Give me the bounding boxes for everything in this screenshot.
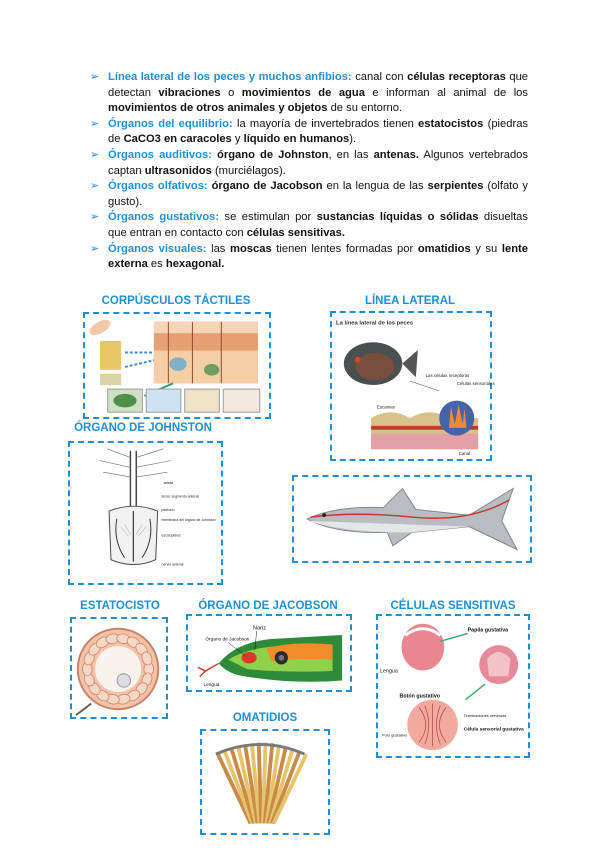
- bullet-term: Órganos gustativos:: [108, 211, 220, 224]
- bullet-keyword: moscas: [230, 242, 272, 255]
- figure-title-estatocisto: ESTATOCISTO: [80, 600, 160, 612]
- bullet-text: o: [220, 86, 242, 99]
- bullet-text: ).: [349, 133, 357, 146]
- bullet-text: que detectan: [108, 71, 529, 99]
- bullet-keyword: omatidios: [417, 242, 471, 255]
- figure-organo-jacobson: [186, 614, 352, 692]
- svg-text:membrana del órgano de Johnsto: membrana del órgano de Johnston: [161, 517, 216, 522]
- bullet-text: Algunos vertebrados captan: [108, 148, 528, 177]
- shark-illustration: [294, 477, 530, 561]
- svg-text:tercer segmento antenal: tercer segmento antenal: [161, 494, 200, 499]
- ommatidia-diagram: [202, 731, 328, 833]
- svg-text:Células sensoriales: Células sensoriales: [456, 381, 495, 387]
- figure-estatocisto: [70, 617, 168, 719]
- svg-text:arista: arista: [163, 479, 173, 485]
- figure-corpusculos-tactiles: [83, 312, 271, 419]
- bullet-text: (olfato y gusto).: [108, 180, 529, 208]
- bullet-text: (murciélagos).: [211, 164, 286, 177]
- lateral-line-diagram: [332, 313, 495, 459]
- figure-title-omatidios: OMATIDIOS: [232, 712, 298, 724]
- figure-organo-johnston: [68, 441, 223, 585]
- figure-celulas-sensitivas: [376, 614, 530, 758]
- bullet-list: [82, 70, 528, 273]
- bullet-keyword: líquido en humanos: [243, 133, 350, 146]
- bullet-text: es: [147, 258, 166, 271]
- svg-text:Botón gustativo: Botón gustativo: [399, 693, 441, 700]
- bullet-text: de su entorno.: [327, 102, 403, 115]
- bullet-item: [82, 148, 528, 179]
- bullet-text: , en las: [328, 148, 374, 161]
- svg-text:Papila gustativa: Papila gustativa: [467, 627, 509, 634]
- skin-diagram: [85, 314, 269, 417]
- svg-text:Las células receptoras: Las células receptoras: [425, 373, 470, 379]
- svg-text:Terminaciones nerviosas: Terminaciones nerviosas: [463, 713, 507, 719]
- svg-text:Poro gustativo: Poro gustativo: [382, 732, 407, 738]
- bullet-keyword: movimientos de agua: [241, 86, 365, 99]
- bullet-term: Órganos visuales:: [108, 242, 207, 255]
- figure-title-jacobson: ÓRGANO DE JACOBSON: [198, 600, 338, 612]
- bullet-text: en la lengua de las: [322, 180, 428, 193]
- svg-text:Órgano de Jacobson: Órgano de Jacobson: [205, 637, 250, 643]
- johnston-diagram: [70, 443, 221, 583]
- bullet-text: canal con: [351, 71, 408, 83]
- figure-title-corpusculos: CORPÚSCULOS TÁCTILES: [101, 295, 251, 307]
- arrow-bullet-icon: ➢: [90, 71, 100, 83]
- taste-cells-diagram: [378, 616, 528, 756]
- arrow-bullet-icon: ➢: [90, 242, 100, 255]
- bullet-keyword: células receptoras: [407, 71, 506, 83]
- inner-caption: La línea lateral de los peces: [336, 320, 414, 327]
- figure-tiburon-linea-lateral: [292, 475, 532, 563]
- bullet-keyword: estatocistos: [418, 117, 484, 130]
- bullet-text: e informan al animal de los: [364, 86, 528, 99]
- bullet-keyword: órgano de Johnston: [217, 148, 329, 161]
- bullet-keyword: movimientos de otros animales y objetos: [108, 102, 328, 115]
- bullet-text: se estimulan por: [219, 211, 317, 224]
- bullet-keyword: órgano de Jacobson: [211, 180, 323, 193]
- arrow-bullet-icon: ➢: [90, 117, 100, 130]
- svg-text:escolopidios: escolopidios: [161, 533, 181, 538]
- bullet-item: [82, 117, 528, 148]
- bullet-term: Línea lateral de los peces y muchos anfibios:: [108, 71, 352, 83]
- bullet-term: Órganos olfativos:: [108, 180, 208, 193]
- bullet-keyword: serpientes: [427, 180, 484, 193]
- bullet-item: [82, 210, 528, 241]
- svg-text:Canal: Canal: [458, 451, 471, 457]
- snake-head-diagram: [188, 616, 350, 690]
- bullet-text: (piedras de: [108, 117, 529, 146]
- bullet-text: y su: [470, 242, 502, 255]
- bullet-keyword: sustancias líquidas o sólidas: [316, 211, 479, 224]
- arrow-bullet-icon: ➢: [90, 148, 100, 161]
- bullet-item: [82, 70, 528, 117]
- figure-title-johnston: ÓRGANO DE JOHNSTON: [74, 422, 212, 434]
- bullet-text: y: [231, 133, 244, 146]
- figure-title-linea-lateral: LÍNEA LATERAL: [364, 295, 456, 307]
- svg-text:pedicelo: pedicelo: [161, 508, 175, 513]
- arrow-bullet-icon: ➢: [90, 180, 100, 193]
- bullet-text: la mayoría de invertebrados tienen: [232, 117, 419, 130]
- svg-text:Lengua: Lengua: [380, 668, 398, 675]
- bullet-text: disueltas que entran en contacto con: [108, 211, 528, 239]
- bullet-keyword: antenas.: [373, 148, 419, 161]
- bullet-keyword: células sensitivas.: [246, 226, 345, 239]
- bullet-term: Órganos auditivos:: [108, 148, 212, 161]
- bullet-text: las: [206, 242, 231, 255]
- figure-linea-lateral: [330, 311, 495, 461]
- bullet-keyword: hexagonal.: [165, 258, 225, 271]
- bullet-item: [82, 242, 528, 273]
- bullet-keyword: ultrasonidos: [144, 164, 212, 177]
- arrow-bullet-icon: ➢: [90, 211, 100, 224]
- statocyst-diagram: [72, 619, 166, 717]
- svg-text:Escamas: Escamas: [376, 404, 395, 410]
- bullet-keyword: lente externa: [108, 242, 529, 271]
- bullet-term: Órganos del equilibrio:: [108, 117, 233, 130]
- bullet-text: tienen lentes formadas por: [271, 242, 418, 255]
- figure-omatidios: [200, 729, 330, 835]
- svg-text:Nariz: Nariz: [252, 625, 267, 632]
- bullet-keyword: vibraciones: [158, 86, 221, 99]
- svg-text:nervio antenal: nervio antenal: [161, 562, 184, 567]
- figure-title-celulas-sensitivas: CÉLULAS SENSITIVAS: [390, 600, 516, 612]
- svg-text:Célula sensorial gustativa: Célula sensorial gustativa: [463, 727, 524, 733]
- svg-text:Lengua: Lengua: [203, 683, 220, 689]
- bullet-keyword: CaCO3 en caracoles: [123, 133, 232, 146]
- bullet-item: [82, 179, 528, 210]
